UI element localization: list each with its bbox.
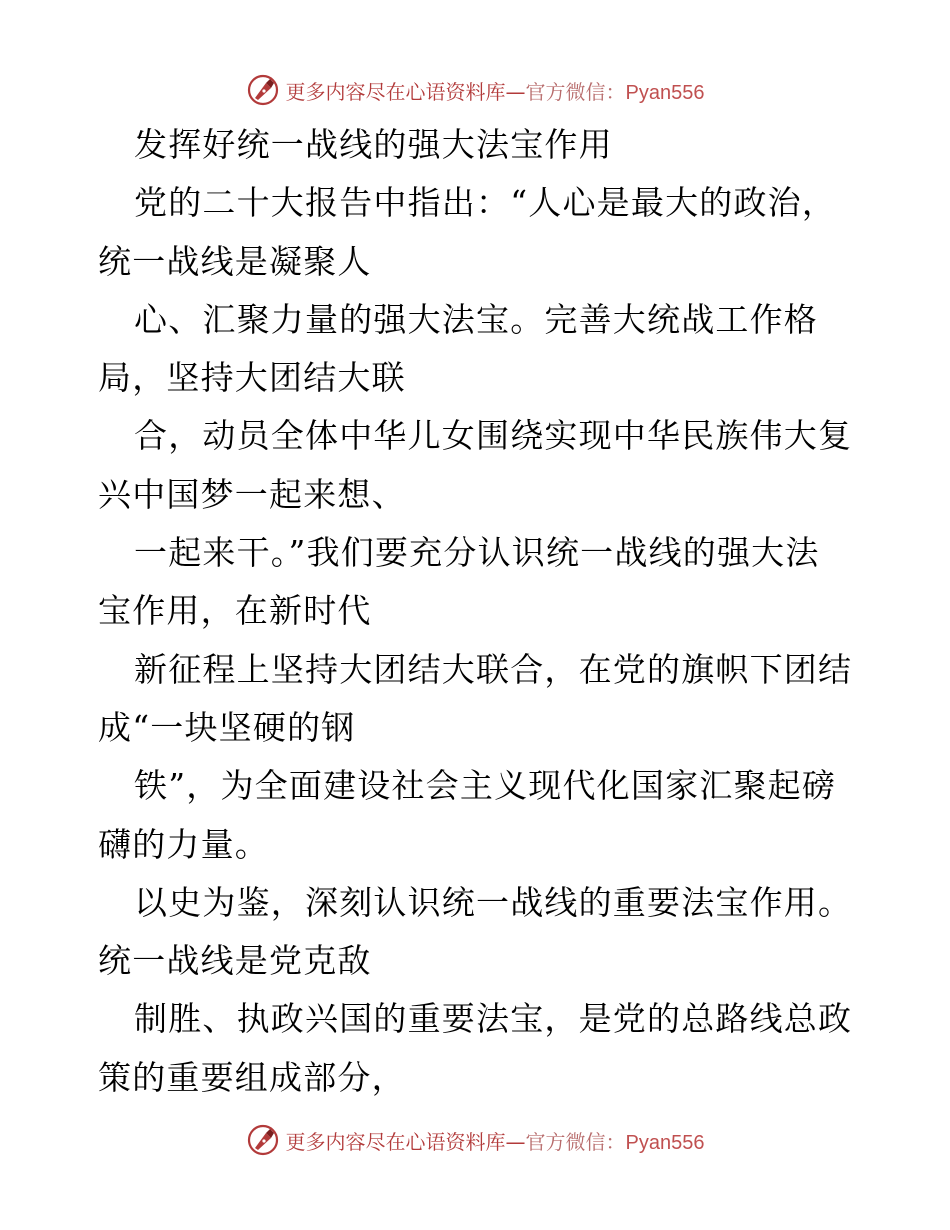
doc-line: 成“一块坚硬的钢 bbox=[98, 707, 356, 747]
footer-wechat-id: Pyan556 bbox=[625, 1131, 705, 1154]
footer-watermark-banner bbox=[0, 1118, 950, 1162]
doc-line: 一起来干。”我们要充分认识统一战线的强大法 bbox=[134, 533, 820, 573]
doc-title-line: 发挥好统一战线的强大法宝作用 bbox=[134, 125, 613, 164]
footer-dash: — bbox=[505, 1129, 526, 1154]
pen-nib-logo-icon bbox=[246, 1123, 280, 1157]
doc-line: 以史为鉴，深刻认识统一战线的重要法宝作用。 bbox=[134, 882, 853, 922]
header-banner-text bbox=[286, 76, 705, 105]
doc-line: 铁”，为全面建设社会主义现代化国家汇聚起磅 bbox=[134, 766, 837, 806]
doc-line: 兴中国梦一起来想、 bbox=[98, 474, 406, 514]
doc-line: 局，坚持大团结大联 bbox=[98, 358, 406, 398]
doc-line: 制胜、执政兴国的重要法宝，是党的总路线总政 bbox=[134, 999, 853, 1039]
header-dash: — bbox=[505, 79, 526, 104]
doc-line: 统一战线是党克敌 bbox=[98, 941, 372, 981]
doc-line: 宝作用，在新时代 bbox=[98, 591, 372, 631]
doc-line: 新征程上坚持大团结大联合，在党的旗帜下团结 bbox=[134, 649, 853, 689]
doc-line: 礴的力量。 bbox=[98, 824, 269, 864]
doc-line: 统一战线是凝聚人 bbox=[98, 241, 372, 281]
doc-line: 党的二十大报告中指出：“人心是最大的政治， bbox=[134, 183, 837, 223]
header-wechat-id: Pyan556 bbox=[625, 81, 705, 104]
header-site-slogan: 更多内容尽在心语资料库 bbox=[285, 79, 506, 104]
footer-site-slogan: 更多内容尽在心语资料库 bbox=[285, 1129, 506, 1154]
footer-wechat-label: 官方微信： bbox=[525, 1129, 626, 1154]
header-wechat-label: 官方微信： bbox=[525, 79, 626, 104]
doc-line: 策的重要组成部分， bbox=[98, 1057, 406, 1097]
document-body bbox=[98, 116, 858, 1107]
header-watermark-banner bbox=[0, 68, 950, 112]
pen-nib-logo-icon bbox=[246, 73, 280, 107]
doc-line: 合，动员全体中华儿女围绕实现中华民族伟大复 bbox=[134, 416, 853, 456]
footer-banner-text bbox=[286, 1126, 705, 1155]
doc-line: 心、汇聚力量的强大法宝。完善大统战工作格 bbox=[134, 299, 818, 339]
